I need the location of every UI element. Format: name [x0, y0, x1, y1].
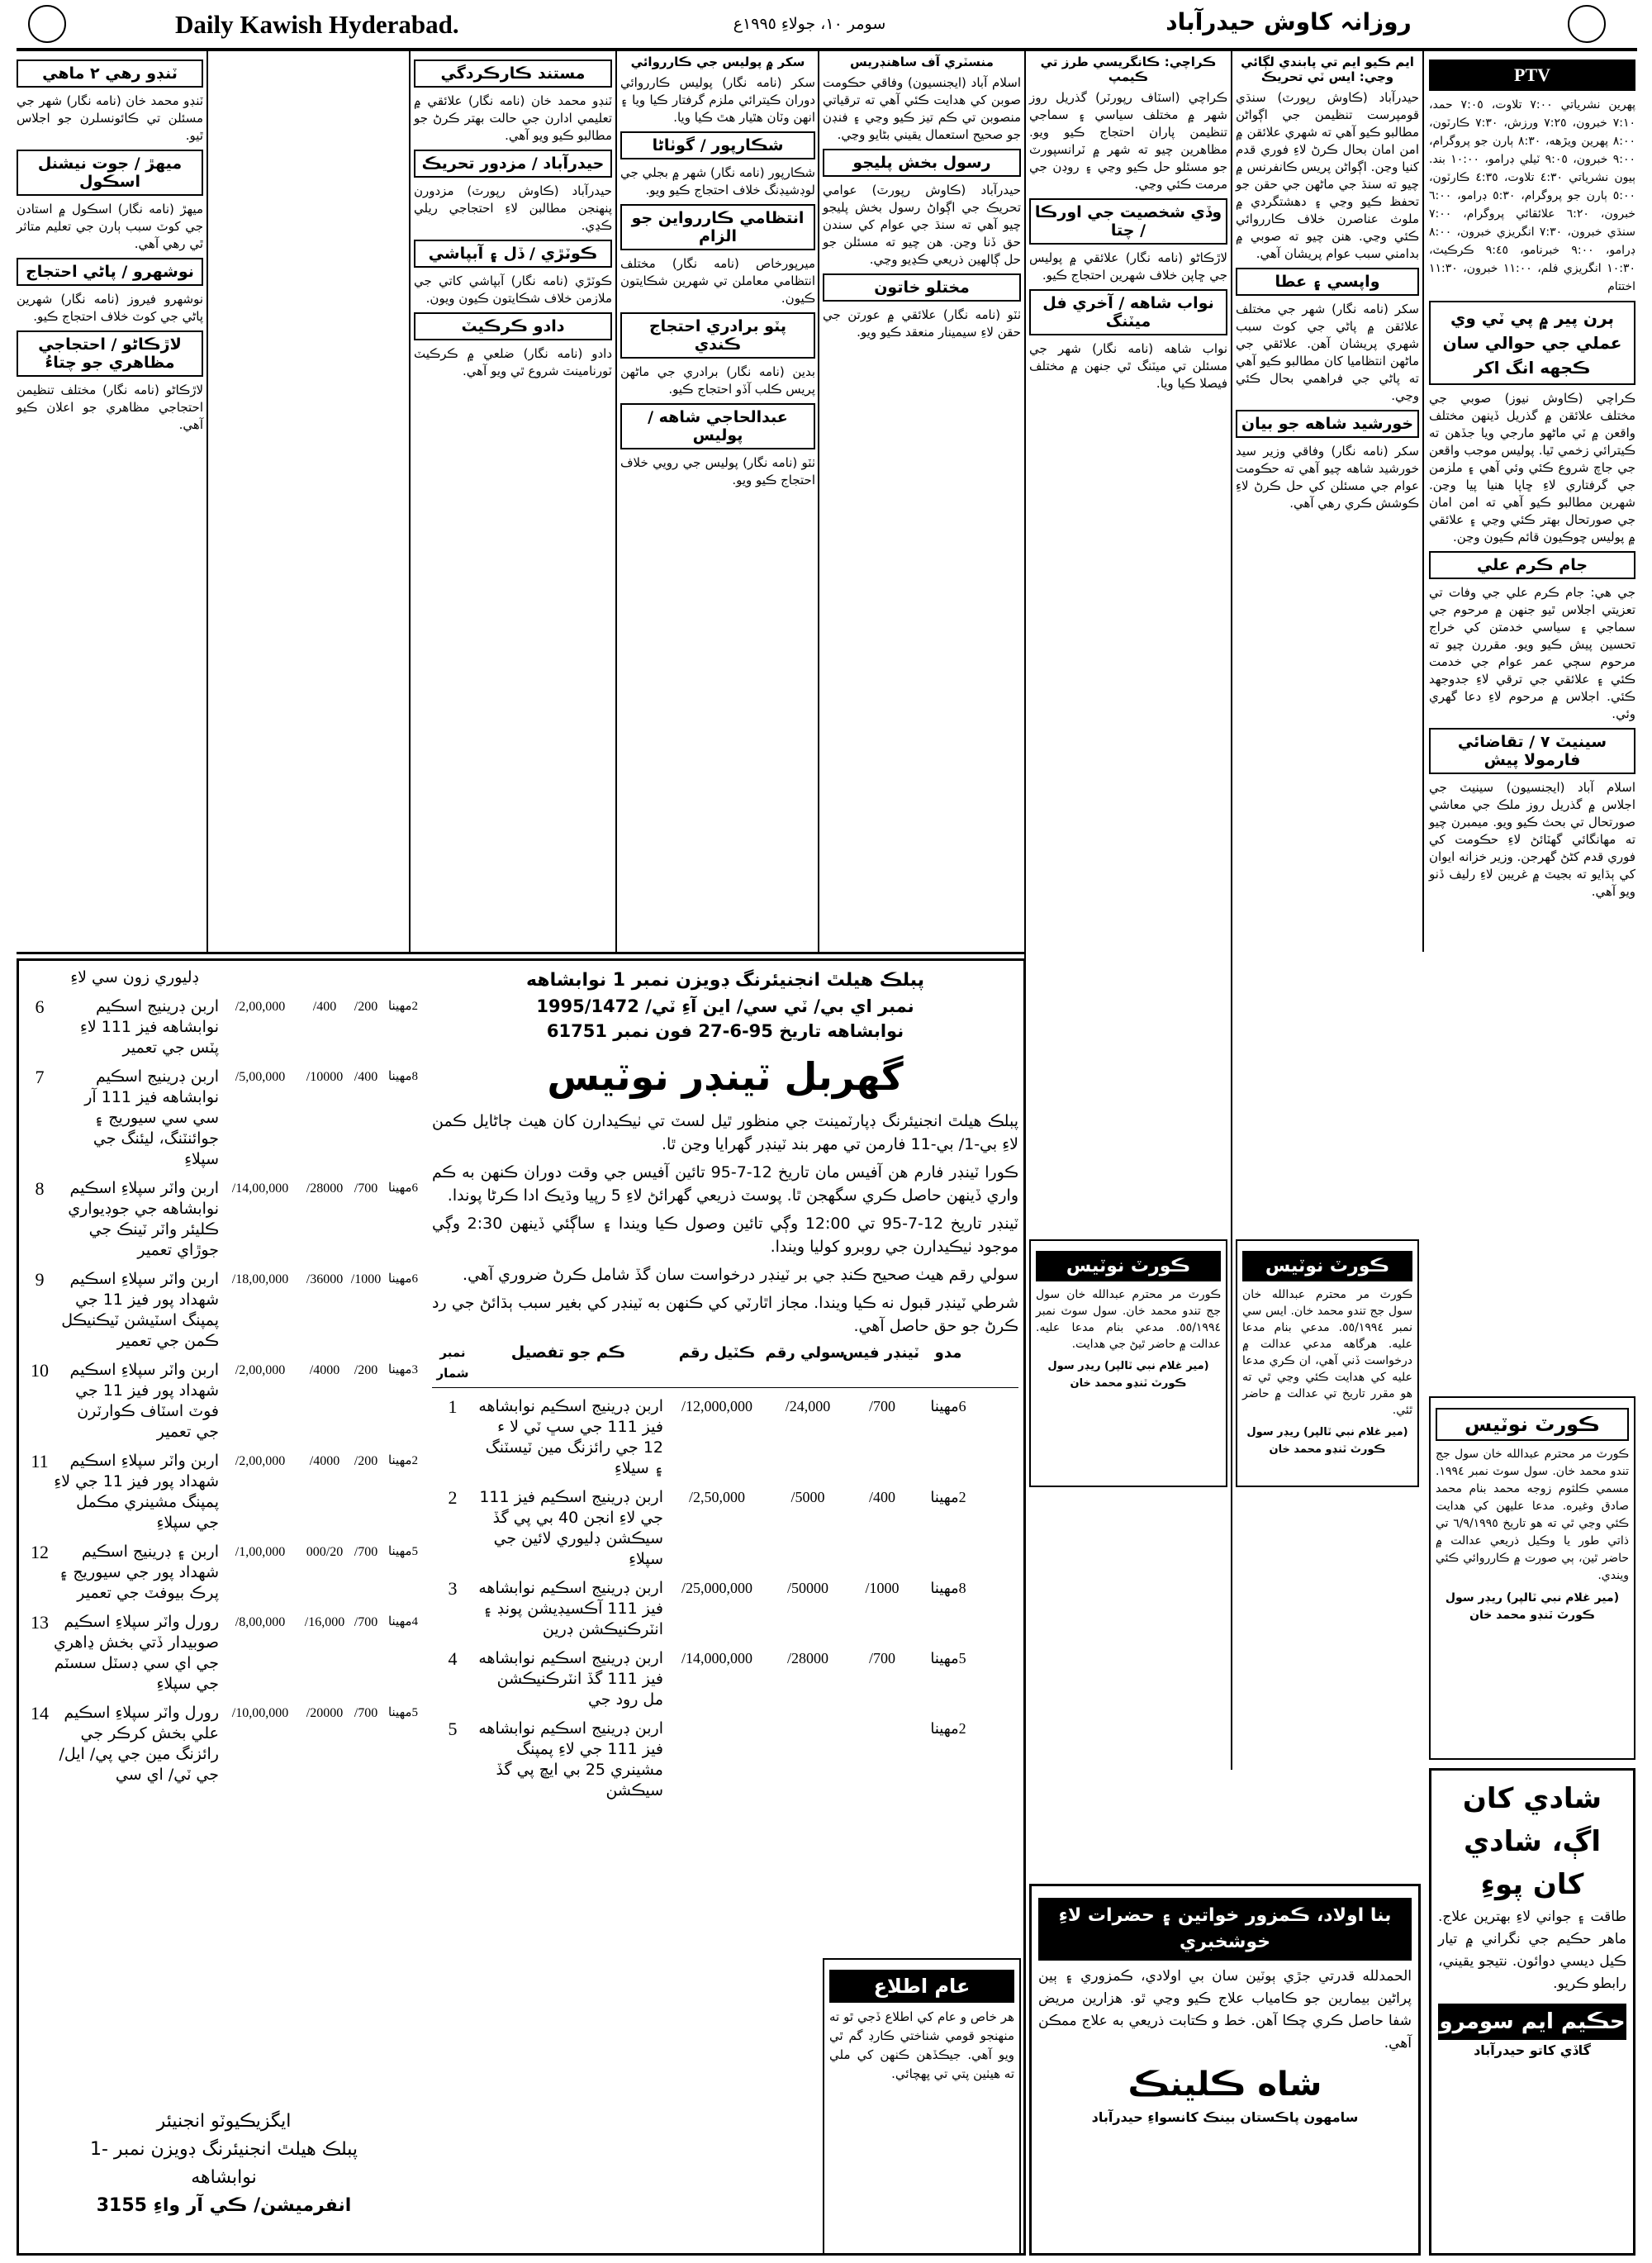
tender-row-fee: 700/ [354, 1545, 378, 1559]
tender-row-earnest: 000/20 [306, 1545, 344, 1559]
tender-row-cost: 2,00,000/ [235, 1454, 286, 1468]
c5-body: سکر (نامه نگار) پوليس ڪارروائي دوران ڪيترائي ملزم گرفتار ڪيا ويا ۽ انهن وٽان هٿيار هٿ ڪيا ويا. [620, 75, 815, 125]
c7-sub1-body: ميهڙ (نامه نگار) اسڪول ۾ استادن جي کوٽ سبب ٻارن جي تعليم متاثر ٿي رهي آهي. [17, 202, 203, 251]
tender-row-time: 3مهينا [387, 1363, 419, 1376]
tender-row-desc: اربن واٽر سپلاءِ اسڪيم شهداد پور فيز 11 جي پمپنگ اسٽيشن ٽيڪنيڪل ڪمن جي تعمير [61, 1270, 219, 1350]
tender-col-no: نمبر شمار [436, 1345, 469, 1381]
tender-col-fee: ٽينڊر فيس [842, 1344, 919, 1362]
tender-col-time: مدو [934, 1344, 962, 1362]
tender-row-no: 11 [31, 1451, 49, 1471]
tender-row-time: 4مهينا [387, 1615, 419, 1628]
masthead-english-title: Daily Kawish Hyderabad. [175, 10, 459, 39]
c3-body: ڪراچي (اسٽاف رپورٽر) گذريل روز شهر ۾ مختلف سياسي ۽ سماجي تنظيمن پاران احتجاج ڪيو ويو. مظاهرين چيو ته شهر ۾ ٽرانسپورٽ جو مسئلو حل ڪيو وڃي ۽ روڊن جي مرمت ڪئي وڃي. [1029, 90, 1227, 192]
c4-sub2-body: ٺٽو (نامه نگار) علائقي ۾ عورتن جي حقن لاءِ سيمينار منعقد ڪيو ويو. [823, 307, 1021, 340]
court-notice-c3-title: ڪورٽ نوٽيس [1036, 1251, 1221, 1281]
tender-row-cost: 1,00,000/ [235, 1545, 286, 1559]
tender-row [26, 1542, 422, 1604]
tender-row [26, 1067, 422, 1170]
tender-row-no: 13 [31, 1612, 49, 1633]
tender-row-fee: 700/ [868, 1398, 895, 1414]
col-rule-5 [615, 51, 617, 952]
tender-row-fee: 700/ [354, 1181, 378, 1196]
tender-row-no: 6 [35, 996, 45, 1017]
tender-row-cost: 18,00,000/ [231, 1272, 289, 1286]
c3-sub1-heading: وڏي شخصيت جي اورڪا / چتا [1029, 198, 1227, 245]
c3-headline: ڪراچي: ڪانگريسي طرز تي ڪيمپ [1040, 55, 1217, 84]
col-rule-6 [409, 51, 411, 952]
c3-sub2-heading: نواب شاهه / آخري فل ميٽنگ [1029, 289, 1227, 335]
clinic-ad-headline: بنا اولاد، ڪمزور خواتين ۽ حضرات لاءِ خوشخبري [1038, 1898, 1412, 1961]
masthead-right-circle [1568, 5, 1606, 43]
tv-schedule: پهرين نشرياتي ٧:٠٠ تلاوت، ٧:٠٥ حمد، ٧:١٠ خبرون، ٧:٢٥ ورزش، ٧:٣٠ ڪارٽون، ٨:٠٠ پهرين ويڙهه، ٨:٣٠ ٻارن جو پروگرام، ٩:٠٠ خبرون، ٩:٠٥ ٽيلي ڊرامو، ١٠:٠٠ بند. ٻيون نشرياتي ٤:٣٠ تلاوت، ٤:٣٥ ڪارٽون، ٥:٠٠ ٻارن جو پروگرام، ٥:٣٠ ڊرامو، ٦:٠٠ خبرون، ٦:٢٠ علائقائي پروگرام، ٧:٠٠ سنڌي خبرون، ٧:٣٠ انگريزي خبرون، ٨:٠٠ ڊرامو، ٩:٠٠ خبرنامو، ٩:٤٥ ڪرڪيٽ، ١٠:٣٠ انگريزي فلم، ١١:٠٠ خبرون، ١١:٣٠ اختتام [1429, 98, 1636, 293]
tender-row [26, 1360, 422, 1443]
masthead-urdu-title: روزانہ کاوش حیدرآباد [1165, 8, 1412, 36]
tender-row-earnest: 24,000/ [785, 1398, 831, 1414]
c7-body: ٽنڊو محمد خان (نامه نگار) شهر جي مسئلن تي ڪائونسلرن جو اجلاس ٿيو. [17, 93, 203, 143]
tender-header-3: نوابشاهه تاريخ 95-6-27 فون نمبر 61751 [546, 1021, 904, 1041]
clinic-ad [1029, 1884, 1421, 2256]
c7-sub3-body: لاڙڪاڻو (نامه نگار) مختلف تنظيمن احتجاجي مظاهري جو اعلان ڪيو آهي. [17, 383, 203, 432]
tender-header-1: پبلڪ هيلٿ انجنيئرنگ ڊويزن نمبر 1 نوابشاهه [525, 970, 924, 991]
tender-row-desc: اربن واٽر سپلاءِ اسڪيم شهداد پور فيز 11 جي لاءِ پمپنگ مشينري مڪمل جي سپلاءِ [54, 1452, 219, 1532]
tender-row [26, 996, 422, 1058]
tender-row-time: 2مهينا [930, 1489, 966, 1505]
tender-signoff-2: پبلڪ هيلٿ انجنيئرنگ ڊويزن نمبر -1 [89, 2139, 358, 2160]
court-notice-right-body: ڪورٽ مر محترم عبدالله خان سول جج تندو محمد خان. سول سوٽ نمبر ١٩٩٤. مسمي ڪلثوم زوجه محمد بنام محمد صادق وغيره. مدعا عليهن کي هدايت ڪئي وڃي ٿي ته هو تاريخ ٦/٩/١٩٩٥ تي ذاتي طور يا وڪيل ذريعي عدالت ۾ حاضر ٿين، ٻي صورت ۾ ڪارروائي ڪئي ويندي. [1436, 1448, 1630, 1582]
dawakhana-ad [1429, 1768, 1635, 2256]
c6-sub2-heading: ڪوٽڙي / ڏل ۽ آبپاشي [414, 240, 612, 268]
c6-sub2-body: ڪوٽڙي (نامه نگار) آبپاشي کاتي جي ملازمن خلاف شڪايتون ڪيون ويون. [414, 273, 612, 306]
column-7 [17, 55, 203, 947]
tender-left-half [26, 967, 422, 2248]
tender-row-fee: 400/ [354, 1070, 378, 1084]
dawakhana-ad-body: طاقت ۽ جواني لاءِ بهترين علاج. ماهر حڪيم جي نگراني ۾ تيار ڪيل ديسي دوائون. نتيجو يقيني، رابطو ڪريو. [1438, 1909, 1626, 1992]
c4-sub1-body: حيدرآباد (ڪاوش رپورٽ) عوامي تحريڪ جي اڳواڻ رسول بخش پليجو چيو آهي ته سنڌ جي عوام کي سندن حق ڏنا وڃن. هن چيو ته مسئلن جو حل ڳالهين ذريعي ڪڍيو وڃي. [823, 183, 1021, 267]
c5-sub1-heading: شڪارپور / گوٺاڻا [620, 131, 815, 159]
tender-row-no: 2 [448, 1487, 458, 1508]
tender-delivery-line [26, 967, 422, 988]
tender-header-2: نمبر اي بي/ ٽي سي/ اين آءِ ٽي/ 1995/1472 [536, 996, 914, 1016]
general-notice [823, 1958, 1021, 2256]
tender-row-earnest: 10000/ [306, 1070, 344, 1084]
tender-row [432, 1719, 1018, 1801]
court-notice-c3-body: ڪورٽ مر محترم عبدالله خان سول جج تندو محمد خان. سول سوٽ نمبر ٥٥/١٩٩٤. مدعي بنام مدعا عليه. عدالت ۾ حاضر ٿيڻ جي هدايت. [1036, 1288, 1221, 1351]
tender-row-earnest: 5000/ [790, 1489, 825, 1505]
court-notice-right [1429, 1396, 1635, 1760]
tender-row-cost: 2,00,000/ [235, 1000, 286, 1014]
tender-row-fee: 1000/ [865, 1580, 900, 1596]
tender-row [26, 1451, 422, 1533]
tender-row [432, 1396, 1018, 1479]
col-rule-7 [206, 51, 208, 952]
general-notice-title: عام اطلاع [829, 1970, 1014, 2003]
col-rule-4 [818, 51, 819, 952]
tender-row-desc: اربن ڊرينيج اسڪيم نوابشاهه فيز 111 جي لاءِ پمپنگ مشينري 25 بي ايڇ پي گڏ سيڪشن [478, 1719, 663, 1799]
tender-row-earnest: 28000/ [306, 1181, 344, 1196]
tender-row-time: 6مهينا [387, 1181, 419, 1195]
tender-row-cost: 8,00,000/ [235, 1615, 286, 1629]
tender-col-cost: ڪٽيل رقم [678, 1344, 756, 1362]
tender-delivery-text: ڊليوري زون سي لاءِ [70, 968, 199, 986]
tender-row-fee: 200/ [354, 1454, 378, 1468]
dawakhana-ad-headline: شادي کان اڳ، شادي کان پوءِ [1462, 1782, 1602, 1901]
tender-info-code: انفرميشن/ ڪي آر واءِ 3155 [96, 2195, 352, 2216]
c5-sub3-heading: پٽو برادري احتجاج ڪندي [620, 312, 815, 359]
tender-row-time: 6مهينا [387, 1272, 419, 1286]
column-4 [823, 55, 1021, 947]
tender-row-no: 8 [35, 1178, 45, 1199]
clinic-ad-body: الحمدلله قدرتي جڙي ٻوٽين سان بي اولادي، ڪمزوري ۽ ٻين پراڻين بيمارين جو ڪامياب علاج ڪيو وڃي ٿو. هزارين مريض شفا حاصل ڪري چڪا آهن. خط و ڪتابت ذريعي به علاج ممڪن آهي. [1038, 1968, 1412, 2051]
c7-sub1-heading: ميهڙ / جوت نيشنل اسڪول [17, 150, 203, 196]
c5-sub3-body: بدين (نامه نگار) برادري جي ماڻهن پريس ڪلب آڏو احتجاج ڪيو. [620, 364, 815, 397]
c4-headline: منسٽري آف ساهنڊريس [850, 55, 994, 69]
tender-row-no: 7 [35, 1067, 45, 1087]
c7-sub3-heading: لاڙڪاڻو / احتجاجي مظاهري جو چتاءُ [17, 330, 203, 377]
tender-row-no: 10 [31, 1360, 49, 1381]
tender-para-2: ڪورا ٽينڊر فارم هن آفيس مان تاريخ 12-7-95 تائين آفيس جي وقت دوران ڪنهن به ڪم واري ڏينهن حاصل ڪري سگهجن ٿا. پوسٽ ذريعي گهرائڻ لاءِ 5 رپيا وڌيڪ ادا ڪرڻا پوندا. [432, 1163, 1018, 1205]
c5-headline: سکر ۾ پوليس جي ڪارروائي [630, 55, 805, 69]
tender-para-5: شرطي ٽينڊر قبول نه ڪيا ويندا. مجاز اٿارٽي کي ڪنهن به ٽينڊر کي بغير سبب ٻڌائڻ جي رد ڪرڻ جو حق حاصل آهي. [432, 1294, 1018, 1335]
masthead-date: سومر ١٠، جولاءِ ١٩٩٥ع [733, 15, 886, 33]
tender-row-earnest: 16,000/ [304, 1615, 345, 1629]
c2-headline: ايم ڪيو ايم تي پابندي لڳائي وڃي: ايس ٽي تحريڪ [1241, 55, 1414, 84]
c2-sub2-body: سکر (نامه نگار) وفاقي وزير سيد خورشيد شاهه چيو آهي ته حڪومت عوام جي مسئلن کي حل ڪرڻ لاءِ ڪوشش ڪري رهي آهي. [1236, 444, 1419, 511]
court-notice-c2-body: ڪورٽ مر محترم عبدالله خان سول جج تندو محمد خان. ايس سي نمبر ٥٥/١٩٩٤. مدعي بنام مدعا عليه. هرگاهه مدعي عدالت ۾ درخواست ڏني آهي، ان ڪري مدعا عليه کي هدايت ڪئي وڃي ٿي ته هو مقرر تاريخ تي عدالت ۾ حاضر ٿئي. [1242, 1288, 1412, 1417]
tender-row-desc: اربن ۽ ڊرينيج اسڪيم شهداد پور جي سيوريج ۽ پرڪ بيوفٽ جي تعمير [59, 1543, 219, 1602]
tender-row-fee: 200/ [354, 1000, 378, 1014]
tender-row-no: 12 [31, 1542, 49, 1562]
tender-title: گهربل ٽينڊر نوٽيس [547, 1054, 904, 1099]
tender-row-cost: 25,000,000/ [681, 1580, 752, 1596]
tender-row [432, 1578, 1018, 1640]
tender-row-time: 2مهينا [387, 1000, 419, 1013]
tender-row-desc: رورل واٽر سپلاءِ اسڪيم صوبيدار ڏتي بخش ڍاهري جي اي سي ڊسٽل سسٽم جي سپلاءِ [54, 1613, 219, 1693]
c4-sub2-heading: مختلو خاتون [823, 273, 1021, 302]
c6-sub3-body: دادو (نامه نگار) ضلعي ۾ ڪرڪيٽ ٽورنامينٽ شروع ٿي ويو آهي. [414, 346, 612, 378]
masthead-left-circle [28, 5, 66, 43]
c5-sub2-body: ميرپورخاص (نامه نگار) مختلف انتظامي معاملن تي شهرين شڪايتون ڪيون. [620, 256, 815, 306]
c4-body: اسلام آباد (ايجنسيون) وفاقي حڪومت صوبن کي هدايت ڪئي آهي ته ترقياتي منصوبن تي ڪم تيز ڪيو وڃي ۽ فنڊن جو صحيح استعمال يقيني بڻايو وڃي. [823, 75, 1021, 142]
tender-row-earnest: 36000/ [306, 1272, 344, 1286]
tender-row-no: 14 [31, 1703, 49, 1723]
tender-row-earnest: 4000/ [309, 1454, 340, 1468]
c2-sub1-body: سکر (نامه نگار) شهر جي مختلف علائقن ۾ پاڻي جي کوٽ سبب شهري پريشان آهن. علائقي جي ماڻهن انتظاميا کان مطالبو ڪيو آهي ته پاڻي جي فراهمي بحال ڪئي وڃي. [1236, 302, 1419, 403]
tender-row-time: 2مهينا [930, 1720, 966, 1737]
tender-row-time: 8مهينا [387, 1070, 419, 1083]
c5-sub2-heading: انتظامي ڪاررواين جو الزام [620, 204, 815, 250]
tender-row-desc: اربن ڊرينيج اسڪيم نوابشاهه فيز 111 آر سي سي سيوريج ۽ جوائنٽنگ، ليئنگ جي سپلاءِ [84, 1067, 219, 1168]
tender-row-no: 9 [35, 1269, 45, 1290]
court-notice-right-title: ڪورٽ نوٽيس [1436, 1408, 1629, 1441]
tender-row-fee: 1000/ [350, 1272, 382, 1286]
dawakhana-ad-footer: حڪيم ايم سومرو [1438, 2004, 1626, 2040]
c6-sub3-heading: دادو ڪرڪيٽ [414, 312, 612, 340]
tender-row-time: 2مهينا [387, 1454, 419, 1467]
tender-para-4: سولي رقم هيٺ صحيح ڪنڊ جي بر ٽينڊر درخواست سان گڏ شامل ڪرڻ ضروري آهي. [462, 1266, 1018, 1284]
tender-row-fee: 700/ [354, 1706, 378, 1720]
tender-signoff-3: نوابشاهه [191, 2167, 257, 2188]
tender-signoff-1: ايگزيڪيوٽو انجنيئر [156, 2111, 292, 2132]
tender-row-time: 8مهينا [930, 1580, 966, 1596]
tender-row-desc: اربن ڊرينيج اسڪيم نوابشاهه فيز 111 جي سڀ ٽي لا ء 12 جي رائزنگ مين ٽيسٽنگ ۽ سيلاءِ [478, 1397, 663, 1477]
tender-row-fee: 200/ [354, 1363, 378, 1377]
tender-row-desc: اربن ڊرينيج اسڪيم نوابشاهه فيز 111 گڏ انٽرڪنيڪشن مل رود جي [478, 1649, 663, 1709]
tender-para-3: ٽينڊر تاريخ 12-7-95 تي 12:00 وڳي تائين وصول ڪيا ويندا ۽ ساڳئي ڏينهن 2:30 وڳي موجود ٺيڪيدارن جي روبرو کوليا ويندا. [432, 1215, 1018, 1256]
column-2 [1236, 55, 1419, 947]
clinic-ad-footer: شاه ڪلينڪ [1127, 2066, 1322, 2104]
dawakhana-ad-address: گاڏي کاتو حيدرآباد [1474, 2042, 1591, 2058]
c4-sub1-heading: رسول بخش پليجو [823, 149, 1021, 177]
c2-body: حيدرآباد (ڪاوش رپورٽ) سنڌي قومپرست تنظيمن جي اڳواڻن مطالبو ڪيو آهي ته شهري علائقن ۾ امن امان بحال ڪرڻ لاءِ فوري قدم کنيا وڃن. اڳواڻن پريس ڪانفرنس ۾ چيو ته سنڌ جي ماڻهن جي حقن جو تحفظ ڪيو وڃي ۽ دهشتگردي ۾ ملوث عناصرن خلاف ڪارروائي ڪئي وڃي. هنن چيو ته صوبي ۾ بدامني سبب عوام پريشان آهي. [1236, 90, 1419, 261]
tender-row-fee: 400/ [868, 1489, 895, 1505]
c3-sub2-body: نواب شاهه (نامه نگار) شهر جي مسئلن تي ميٽنگ ٿي جنهن ۾ مختلف فيصلا ڪيا ويا. [1029, 341, 1227, 391]
tender-row [26, 1269, 422, 1352]
c3-sub1-body: لاڙڪاڻو (نامه نگار) علائقي ۾ پوليس جي ڇاپن خلاف شهرين احتجاج ڪيو. [1029, 250, 1227, 283]
tender-row [26, 1703, 422, 1785]
tender-signoff [26, 2108, 422, 2240]
tender-col-earnest: سولي رقم [765, 1344, 845, 1362]
tender-row-cost: 12,000,000/ [681, 1398, 752, 1414]
c1-headline: ٻرن پير ۾ پي ٽي وي عملي جي حوالي سان ڪجهه انگ اکر [1429, 301, 1635, 385]
tender-row-desc: اربن ڊرينيج اسڪيم نوابشاهه فيز 111 لاءِ پٽس جي تعمير [79, 997, 219, 1057]
tender-row-no: 5 [448, 1719, 458, 1739]
masthead [0, 0, 1652, 50]
tender-row [26, 1178, 422, 1261]
c1-body: ڪراچي (ڪاوش نيوز) صوبي جي مختلف علائقن ۾ گذريل ڏينهن مختلف واقعن ۾ ٽي ماڻهو مارجي ويا جڏهن ته ڪيترائي زخمي ٿيا. پوليس موجب واقعن جي جاچ شروع ڪئي وئي آهي ۽ ملزمن جي گرفتاري لاءِ ڇاپا هنيا پيا وڃن. شهرين مطالبو ڪيو آهي ته امن امان جي صورتحال بهتر ڪئي وڃي ۽ علائقي ۾ پوليس چوڪيون قائم ڪيون وڃن. [1429, 391, 1635, 544]
tender-row-no: 4 [448, 1648, 458, 1669]
c7-sub2-heading: نوشهرو / پاڻي احتجاج [17, 258, 203, 286]
c2-sub1-heading: واپسي ۽ عطا [1236, 268, 1419, 296]
tender-row-no: 3 [448, 1578, 458, 1599]
column-5 [620, 55, 815, 947]
tender-row-cost: 2,00,000/ [235, 1363, 286, 1377]
tender-row-fee: 700/ [354, 1615, 378, 1629]
tender-row-time: 6مهينا [930, 1398, 966, 1414]
c6-body: ٽنڊو محمد خان (نامه نگار) علائقي ۾ تعليمي ادارن جي حالت بهتر ڪرڻ جو مطالبو ڪيو ويو آهي. [414, 93, 612, 143]
tender-row-desc: اربن ڊرينيج اسڪيم فيز 111 جي لاءِ انجن 40 بي پي گڏ سيڪشن ڊليوري لائين جي سپلاءِ [479, 1488, 663, 1568]
c5-sub1-body: شڪارپور (نامه نگار) شهر ۾ بجلي جي لوڊشيڊنگ خلاف احتجاج ڪيو ويو. [620, 165, 815, 197]
tender-row-earnest: 20000/ [306, 1706, 344, 1720]
tender-column-headers [432, 1343, 1018, 1388]
court-notice-c2 [1236, 1239, 1419, 1487]
column-3 [1029, 55, 1227, 947]
tender-para-1: پبلڪ هيلٿ انجنيئرنگ ڊپارٽمينٽ جي منظور ٿيل لسٽ تي ٺيڪيدارن کان هيٺ ڄاڻايل ڪمن لاءِ بي-1/ بي-11 فارمن تي مهر بند ٽينڊر گهرايا وڃن ٿا. [432, 1112, 1018, 1153]
c5-sub4-heading: عبدالحاجي شاهه / پوليس [620, 403, 815, 449]
c6-sub1-body: حيدرآباد (ڪاوش رپورٽ) مزدورن پنهنجن مطالبن لاءِ احتجاجي ريلي ڪڍي. [414, 183, 612, 233]
tender-row-earnest: 400/ [312, 1000, 337, 1014]
court-notice-c2-sign: (مير غلام نبي ٽالپر) ريڊر سول ڪورٽ ٽنڊو محمد خان [1246, 1426, 1408, 1456]
tender-row-time: 5مهينا [930, 1650, 966, 1666]
c6-sub1-heading: حيدرآباد / مزدور تحريڪ [414, 150, 612, 178]
c1-sub2-body: اسلام آباد (ايجنسيون) سينيٽ جي اجلاس ۾ گذريل روز ملڪ جي معاشي صورتحال تي بحث ڪيو ويو. ميمبرن چيو ته مهانگائي گهٽائڻ لاءِ حڪومت کي فوري قدم کڻڻ گهرجن. وزير خزانه ايوان کي ٻڌايو ته بجيٽ ۾ غريبن لاءِ رليف ڏنو ويو آهي. [1429, 780, 1635, 899]
tender-row-no: 1 [448, 1396, 458, 1417]
tv-badge: PTV [1429, 59, 1635, 91]
clinic-ad-address: سامهون پاڪستان بينڪ کانسواءِ حيدرآباد [1091, 2109, 1359, 2125]
tender-row-desc: اربن ڊرينيج اسڪيم نوابشاهه فيز 111 آڪسيڊيشن پونڊ ۽ انٽرڪنيڪشن ڊرين [478, 1579, 663, 1638]
general-notice-body: هر خاص و عام کي اطلاع ڏجي ٿو ته منهنجو قومي شناختي ڪارڊ گم ٿي ويو آهي. جيڪڏهن ڪنهن کي ملي ته هيٺين پتي تي پهچائي. [829, 2009, 1014, 2081]
column-1 [1429, 55, 1635, 1393]
masthead-rule [17, 48, 1637, 51]
column-6 [414, 55, 612, 947]
tender-row-cost: 2,50,000/ [688, 1489, 745, 1505]
tender-row-fee: 700/ [868, 1650, 895, 1666]
tender-row-earnest: 28000/ [786, 1650, 828, 1666]
tender-row [432, 1487, 1018, 1570]
tender-row-desc: اربن واٽر سپلاءِ اسڪيم نوابشاهه جي جوڊيواري ڪليئر واٽر ٽينڪ جي جوڙاي تعمير [68, 1179, 219, 1259]
c1-sub2-heading: سينيٽ ٧ / تقاضائي فارمولا پيش [1429, 728, 1635, 774]
tender-row-desc: اربن واٽر سپلاءِ اسڪيم شهداد پور فيز 11 جي فوٽ اسٽاف ڪوارٽرن جي تعمير [69, 1361, 219, 1441]
col-rule-2 [1231, 51, 1232, 1770]
court-notice-c3-sign: (مير غلام نبي ٽالپر) ريڊر سول ڪورٽ ٽنڊو محمد خان [1047, 1360, 1209, 1390]
c2-sub2-heading: خورشيد شاهه جو بيان [1236, 410, 1419, 438]
court-notice-c3 [1029, 1239, 1227, 1487]
tender-row-cost: 14,000,000/ [681, 1650, 752, 1666]
c1-sub1-body: جي هي: جام ڪرم علي جي وفات تي تعزيتي اجلاس ٿيو جنهن ۾ مرحوم جي سماجي ۽ سياسي خدمتن کي خراج تحسين پيش ڪيو ويو. مقررن چيو ته مرحوم سڄي عمر عوام جي خدمت ڪئي ۽ علائقي جي ترقي لاءِ جدوجهد ڪئي. اجلاس ۾ مرحوم لاءِ دعا گهري وئي. [1429, 585, 1635, 721]
court-notice-right-sign: (مير غلام نبي ٽالپر) ريڊر سول ڪورٽ ٽنڊو محمد خان [1445, 1591, 1620, 1622]
tender-row-cost: 5,00,000/ [235, 1070, 286, 1084]
tender-col-desc: ڪم جو تفصيل [510, 1343, 626, 1362]
tender-row [26, 1612, 422, 1695]
tender-row-time: 5مهينا [387, 1706, 419, 1719]
tender-row-desc: رورل واٽر سپلاءِ اسڪيم علي بخش کرڪر جي رائزنگ مين جي پي/ ايل/ جي ٽي/ اي سي [59, 1704, 219, 1784]
c6-headline: مستند ڪارڪردگي [414, 59, 612, 88]
c1-sub1-heading: جام ڪرم علي [1429, 551, 1635, 579]
court-notice-c2-title: ڪورٽ نوٽيس [1242, 1251, 1412, 1281]
col-rule-1 [1422, 51, 1424, 952]
tender-row [432, 1648, 1018, 1710]
midpage-rule [17, 952, 1026, 954]
c5-sub4-body: ٺٽو (نامه نگار) پوليس جي رويي خلاف احتجاج ڪيو ويو. [620, 455, 815, 487]
tender-row-cost: 14,00,000/ [231, 1181, 289, 1196]
tender-row-cost: 10,00,000/ [231, 1706, 289, 1720]
c7-sub2-body: نوشهرو فيروز (نامه نگار) شهرين پاڻي جي کوٽ خلاف احتجاج ڪيو. [17, 292, 203, 324]
tender-row-time: 5مهينا [387, 1545, 419, 1558]
tender-row-earnest: 4000/ [309, 1363, 340, 1377]
tender-row-earnest: 50000/ [786, 1580, 828, 1596]
c7-headline: ٽنڊو رهي ٢ ماهي [17, 59, 203, 88]
